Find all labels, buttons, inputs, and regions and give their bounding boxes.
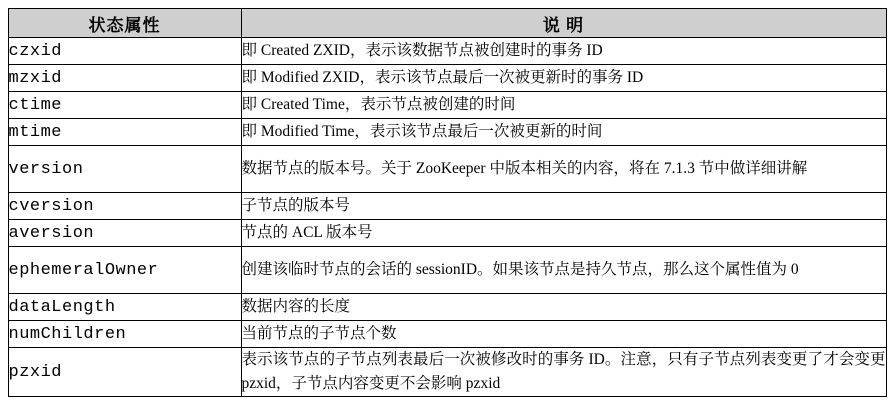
attribute-description-cell: 数据内容的长度 — [241, 294, 886, 321]
attribute-name-cell: pzxid — [8, 348, 241, 397]
attribute-description-cell: 即 Created Time，表示节点被创建的时间 — [241, 92, 886, 119]
attribute-description-cell: 即 Created ZXID，表示该数据节点被创建时的事务 ID — [241, 38, 886, 65]
attribute-name-cell: dataLength — [8, 294, 241, 321]
table-row — [8, 65, 886, 92]
attribute-description-cell: 子节点的版本号 — [241, 193, 886, 220]
attribute-name-cell: mzxid — [8, 65, 241, 92]
table-row — [8, 38, 886, 65]
table-row — [8, 294, 886, 321]
attribute-name-cell: numChildren — [8, 321, 241, 348]
attribute-description-cell: 表示该节点的子节点列表最后一次被修改时的事务 ID。注意，只有子节点列表变更了才会变更 pzxid，子节点内容变更不会影响 pzxid — [241, 348, 886, 397]
table-row — [8, 92, 886, 119]
table-header-row — [8, 9, 886, 38]
attribute-name-cell: cversion — [8, 193, 241, 220]
attribute-name-cell: mtime — [8, 119, 241, 146]
attribute-name-cell: aversion — [8, 220, 241, 247]
attribute-name-cell: version — [8, 146, 241, 193]
znode-attributes-table — [8, 8, 887, 397]
attribute-name-cell: ctime — [8, 92, 241, 119]
document-page — [0, 8, 894, 414]
attribute-description-cell: 数据节点的版本号。关于 ZooKeeper 中版本相关的内容，将在 7.1.3 节中做详细讲解 — [241, 146, 886, 193]
table-row — [8, 348, 886, 397]
column-header-attribute: 状态属性 — [8, 9, 241, 38]
attribute-name-cell: czxid — [8, 38, 241, 65]
table-row — [8, 321, 886, 348]
table-row — [8, 193, 886, 220]
table-row — [8, 220, 886, 247]
table-row — [8, 247, 886, 294]
attribute-description-cell: 创建该临时节点的会话的 sessionID。如果该节点是持久节点，那么这个属性值为 0 — [241, 247, 886, 294]
attribute-description-cell: 即 Modified Time，表示该节点最后一次被更新的时间 — [241, 119, 886, 146]
attribute-description-cell: 节点的 ACL 版本号 — [241, 220, 886, 247]
column-header-description: 说 明 — [241, 9, 886, 38]
attribute-name-cell: ephemeralOwner — [8, 247, 241, 294]
table-row — [8, 119, 886, 146]
attribute-description-cell: 当前节点的子节点个数 — [241, 321, 886, 348]
table-header — [8, 9, 886, 38]
table-body — [8, 38, 886, 397]
table-row — [8, 146, 886, 193]
attribute-description-cell: 即 Modified ZXID，表示该节点最后一次被更新时的事务 ID — [241, 65, 886, 92]
